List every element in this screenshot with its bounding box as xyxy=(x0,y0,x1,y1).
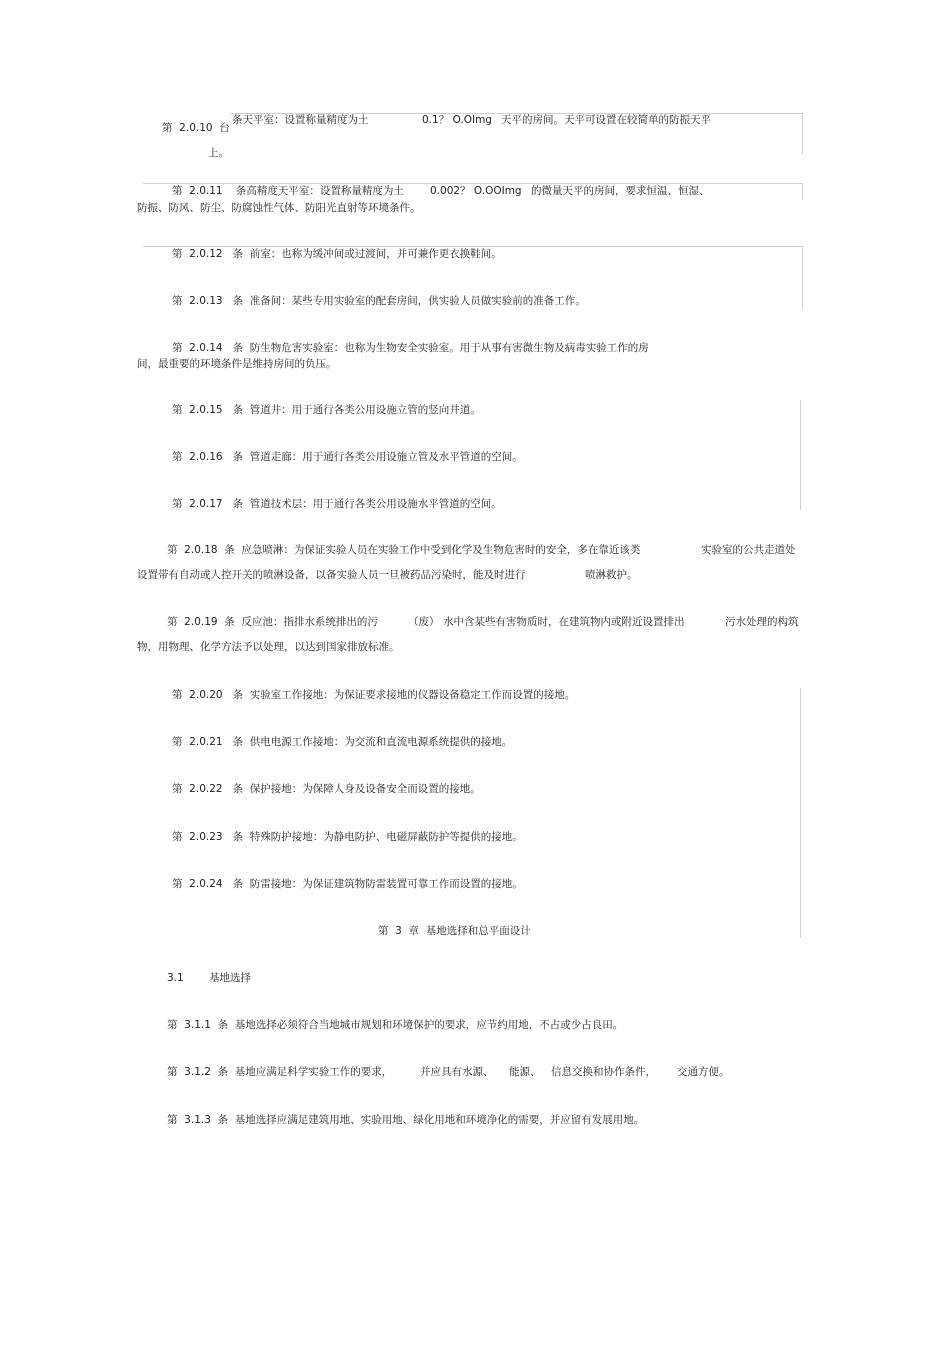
clause-2-0-10-text-c: 天平的房间。天平可设置在较简单的防振天平 xyxy=(501,114,711,126)
clause-2-0-19-text-b: （废） xyxy=(408,616,440,628)
clause-2-0-24: 第 2.0.24 条 防雷接地：为保证建筑物防雷装置可靠工作而设置的接地。 xyxy=(172,878,523,890)
clause-2-0-11-text-c: 的微量天平的房间，要求恒温、恒湿、 xyxy=(531,185,710,197)
clause-3-1-2-text-e: 交通方便。 xyxy=(677,1066,730,1078)
clause-2-0-16: 第 2.0.16 条 管道走廊：用于通行各类公用设施立管及水平管道的空间。 xyxy=(172,451,523,463)
clause-2-0-14-continuation: 间，最重要的环境条件是维持房间的负压。 xyxy=(137,358,337,370)
clause-2-0-19-text-c: 水中含某些有害物质时，在建筑物内或附近设置排出 xyxy=(443,616,685,628)
chapter-3-heading: 第 3 章 基地选择和总平面设计 xyxy=(378,925,531,937)
frame-line xyxy=(800,688,802,938)
clause-2-0-18-continuation-b: 喷淋救护。 xyxy=(585,569,638,581)
clause-2-0-19-text-a: 第 2.0.19 条 反应池：指排水系统排出的污 xyxy=(167,616,378,628)
clause-2-0-14: 第 2.0.14 条 防生物危害实验室：也称为生物安全实验室。用于从事有害微生物及病毒实验工作的房 xyxy=(172,342,649,354)
clause-2-0-13: 第 2.0.13 条 准备间：某些专用实验室的配套房间，供实验人员做实验前的准备工作。 xyxy=(172,295,586,307)
clause-2-0-18-continuation-a: 设置带有自动或人控开关的喷淋设备，以备实验人员一旦被药品污染时，能及时进行 xyxy=(137,569,526,581)
clause-2-0-12: 第 2.0.12 条 前室：也称为缓冲间或过渡间，并可兼作更衣换鞋间。 xyxy=(172,248,502,260)
section-3-1-title: 基地选择 xyxy=(209,972,251,984)
clause-2-0-10-continuation: 上。 xyxy=(208,147,229,159)
clause-3-1-2-text-a: 第 3.1.2 条 基地应满足科学实验工作的要求， xyxy=(167,1066,393,1078)
clause-2-0-11-continuation: 防振、防风、防尘、防腐蚀性气体、防阳光直射等环境条件。 xyxy=(137,202,421,214)
clause-2-0-19-continuation: 物，用物理、化学方法予以处理，以达到国家排放标准。 xyxy=(137,641,400,653)
clause-2-0-19-text-d: 污水处理的构筑 xyxy=(725,616,799,628)
clause-3-1-3: 第 3.1.3 条 基地选择应满足建筑用地、实验用地、绿化用地和环境净化的需要，并应留有发展用地。 xyxy=(167,1114,645,1126)
frame-line xyxy=(800,400,802,510)
clause-3-1-2-text-b: 并应具有水源、 xyxy=(420,1066,494,1078)
clause-2-0-15: 第 2.0.15 条 管道井：用于通行各类公用设施立管的竖向井道。 xyxy=(172,404,481,416)
clause-3-1-1: 第 3.1.1 条 基地选择必须符合当地城市规划和环境保护的要求，应节约用地，不占或少占良田。 xyxy=(167,1019,624,1031)
clause-2-0-21: 第 2.0.21 条 供电电源工作接地：为交流和直流电源系统提供的接地。 xyxy=(172,736,513,748)
clause-2-0-11-text-b: 0.002？ O.OOImg xyxy=(430,185,522,197)
section-3-1-number: 3.1 xyxy=(167,972,184,984)
clause-2-0-10-text-a: 条天平室：设置称量精度为土 xyxy=(232,114,369,126)
clause-2-0-10-number: 第 2.0.10 台 xyxy=(162,122,230,134)
clause-2-0-10-text-b: 0.1？ O.OImg xyxy=(422,114,492,126)
clause-3-1-2-text-c: 能源、 xyxy=(509,1066,541,1078)
clause-3-1-2-text-d: 信息交换和协作条件， xyxy=(551,1066,656,1078)
clause-2-0-23: 第 2.0.23 条 特殊防护接地：为静电防护、电磁屏蔽防护等提供的接地。 xyxy=(172,831,523,843)
clause-2-0-18-text-a: 第 2.0.18 条 应急喷淋：为保证实验人员在实验工作中受到化学及生物危害时的安全，多在靠近该类 xyxy=(167,544,641,556)
clause-2-0-22: 第 2.0.22 条 保护接地：为保障人身及设备安全而设置的接地。 xyxy=(172,783,481,795)
clause-2-0-20: 第 2.0.20 条 实验室工作接地：为保证要求接地的仪器设备稳定工作而设置的接地。 xyxy=(172,689,576,701)
clause-2-0-18-text-b: 实验室的公共走道处 xyxy=(701,544,796,556)
clause-2-0-17: 第 2.0.17 条 管道技术层：用于通行各类公用设施水平管道的空间。 xyxy=(172,498,502,510)
clause-2-0-11-text-a: 第 2.0.11 条高精度天平室：设置称量精度为土 xyxy=(172,185,404,197)
